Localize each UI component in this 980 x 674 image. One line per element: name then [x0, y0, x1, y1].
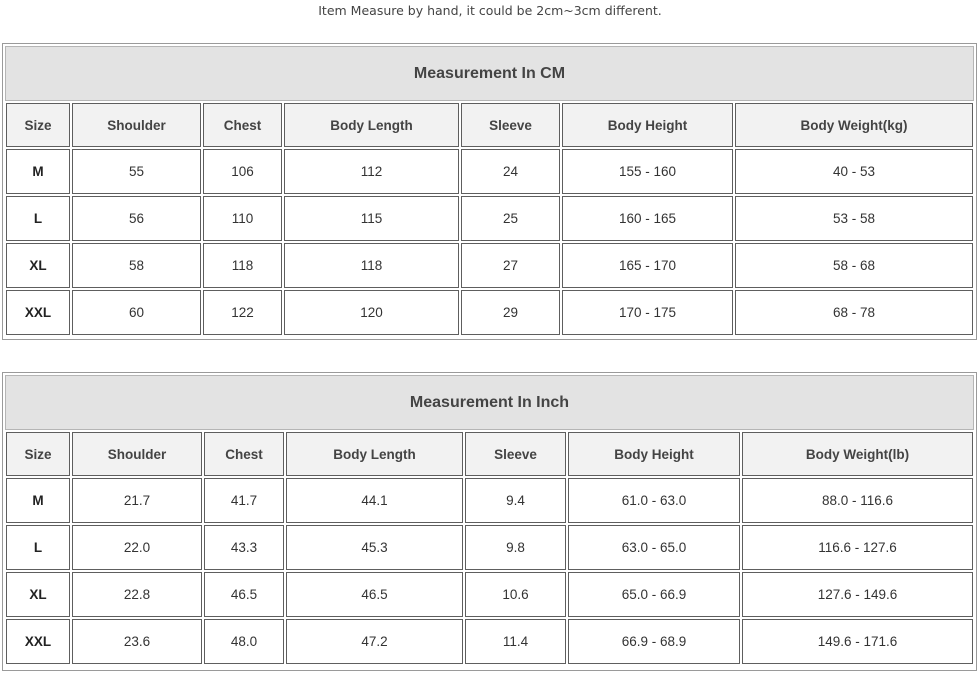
table-cell: 61.0 - 63.0	[568, 478, 740, 523]
table-row	[6, 525, 973, 570]
table-cell: 112	[284, 149, 459, 194]
header-row	[6, 103, 973, 147]
table-cell: 48.0	[204, 619, 284, 664]
table-cell: 23.6	[72, 619, 202, 664]
table-cell: 60	[72, 290, 201, 335]
size-cell: XXL	[6, 619, 70, 664]
column-header: Body Height	[562, 103, 733, 147]
table-cell: 58 - 68	[735, 243, 973, 288]
table-cell: 160 - 165	[562, 196, 733, 241]
column-header: Size	[6, 432, 70, 476]
table-cell: 63.0 - 65.0	[568, 525, 740, 570]
column-header: Shoulder	[72, 103, 201, 147]
table-cell: 127.6 - 149.6	[742, 572, 973, 617]
table-cell: 115	[284, 196, 459, 241]
table-cell: 21.7	[72, 478, 202, 523]
table-row	[6, 196, 973, 241]
table-cell: 44.1	[286, 478, 463, 523]
table-cell: 56	[72, 196, 201, 241]
column-header: Size	[6, 103, 70, 147]
table-cell: 68 - 78	[735, 290, 973, 335]
table-cell: 45.3	[286, 525, 463, 570]
table-cell: 88.0 - 116.6	[742, 478, 973, 523]
size-chart-cm	[2, 43, 977, 340]
column-header: Chest	[204, 432, 284, 476]
table-cell: 116.6 - 127.6	[742, 525, 973, 570]
table-cell: 10.6	[465, 572, 566, 617]
table-cell: 46.5	[286, 572, 463, 617]
size-cell: L	[6, 525, 70, 570]
table-cell: 46.5	[204, 572, 284, 617]
column-header: Sleeve	[465, 432, 566, 476]
column-header: Body Weight(kg)	[735, 103, 973, 147]
table-cell: 58	[72, 243, 201, 288]
table-cell: 110	[203, 196, 282, 241]
table-cell: 27	[461, 243, 560, 288]
table-cell: 9.8	[465, 525, 566, 570]
table-cell: 22.0	[72, 525, 202, 570]
column-header: Body Height	[568, 432, 740, 476]
table-cell: 118	[203, 243, 282, 288]
table-cell: 120	[284, 290, 459, 335]
table-row	[6, 572, 973, 617]
table-row	[6, 619, 973, 664]
table-cell: 22.8	[72, 572, 202, 617]
table-cell: 25	[461, 196, 560, 241]
size-cell: M	[6, 149, 70, 194]
table-cell: 41.7	[204, 478, 284, 523]
column-header: Shoulder	[72, 432, 202, 476]
table-cell: 165 - 170	[562, 243, 733, 288]
table-title: Measurement In CM	[5, 46, 974, 101]
column-header: Body Length	[284, 103, 459, 147]
table-cell: 40 - 53	[735, 149, 973, 194]
size-cell: XL	[6, 243, 70, 288]
table-cell: 122	[203, 290, 282, 335]
table-cell: 43.3	[204, 525, 284, 570]
table-row	[6, 478, 973, 523]
size-cell: XXL	[6, 290, 70, 335]
table-row	[6, 149, 973, 194]
table-cell: 47.2	[286, 619, 463, 664]
column-header: Sleeve	[461, 103, 560, 147]
column-header: Body Weight(lb)	[742, 432, 973, 476]
table-cell: 9.4	[465, 478, 566, 523]
size-table	[4, 101, 975, 337]
table-cell: 53 - 58	[735, 196, 973, 241]
table-cell: 170 - 175	[562, 290, 733, 335]
table-cell: 106	[203, 149, 282, 194]
table-row	[6, 290, 973, 335]
table-cell: 118	[284, 243, 459, 288]
column-header: Body Length	[286, 432, 463, 476]
table-cell: 66.9 - 68.9	[568, 619, 740, 664]
table-row	[6, 243, 973, 288]
size-cell: M	[6, 478, 70, 523]
table-title: Measurement In Inch	[5, 375, 974, 430]
table-cell: 149.6 - 171.6	[742, 619, 973, 664]
table-cell: 155 - 160	[562, 149, 733, 194]
table-cell: 11.4	[465, 619, 566, 664]
table-cell: 29	[461, 290, 560, 335]
table-cell: 65.0 - 66.9	[568, 572, 740, 617]
measure-note: Item Measure by hand, it could be 2cm~3cm different.	[318, 3, 662, 18]
header-row	[6, 432, 973, 476]
table-cell: 55	[72, 149, 201, 194]
size-cell: XL	[6, 572, 70, 617]
size-chart-inch	[2, 372, 977, 671]
size-cell: L	[6, 196, 70, 241]
size-table	[4, 430, 975, 666]
column-header: Chest	[203, 103, 282, 147]
table-cell: 24	[461, 149, 560, 194]
